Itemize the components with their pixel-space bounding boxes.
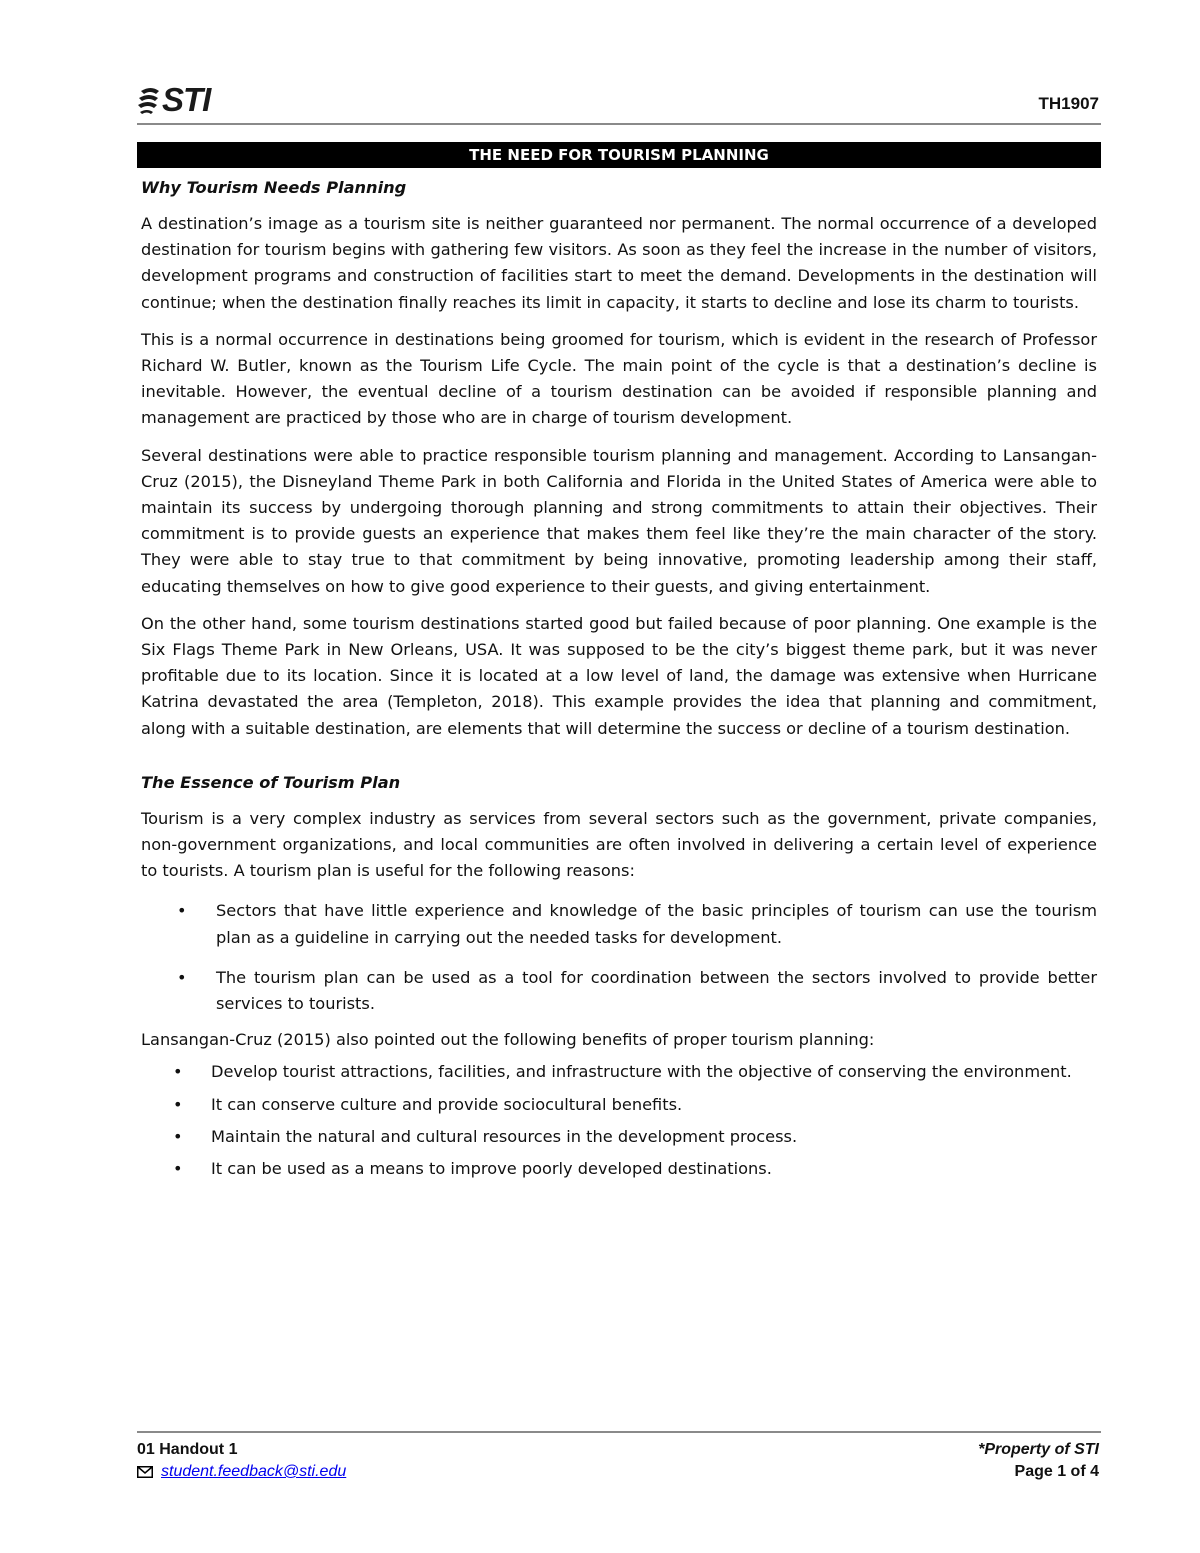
benefits-list — [141, 1059, 1097, 1182]
list-item — [141, 1156, 1097, 1182]
bullet-icon: • — [173, 1094, 183, 1114]
list-item-text: Develop tourist attractions, facilities, and infrastructure with the objective of conserving the environment. — [211, 1062, 1072, 1082]
paragraph: A destination’s image as a tourism site is neither guaranteed nor permanent. The normal occurrence of a developed destination for tourism begins with gathering few visitors. As soon as they feel the increase in the number of visitors, development programs and construction of facilities start to meet the demand. Developments in the destination will continue; when the destination finally reaches its limit in capacity, it starts to decline and lose its charm to tourists. — [141, 214, 1097, 312]
logo-text: STI — [162, 81, 211, 118]
section-heading-essence: The Essence of Tourism Plan — [141, 772, 401, 792]
property-notice: *Property of STI — [978, 1441, 1099, 1458]
list-item-text: The tourism plan can be used as a tool for coordination between the sectors involved to provide better services to tourists. — [216, 967, 1097, 1014]
paragraph: Several destinations were able to practice responsible tourism planning and management. According to Lansangan-Cruz (2015), the Disneyland Theme Park in both California and Florida in the United States of America were able to maintain its success by undergoing thorough planning and strong commitments to attain their objectives. Their commitment is to provide guests an experience that makes them feel like they’re the main character of the story. They were able to stay true to that commitment by being innovative, promoting leadership among their staff, educating themselves on how to give good experience to their guests, and giving entertainment. — [141, 445, 1097, 596]
list-item-text: It can be used as a means to improve poorly developed destinations. — [211, 1159, 772, 1179]
bullet-icon: • — [173, 1062, 183, 1082]
sti-logo — [137, 81, 211, 118]
list-item-text: Sectors that have little experience and knowledge of the basic principles of tourism can use the tourism plan as a guideline in carrying out the needed tasks for development. — [216, 901, 1097, 947]
reasons-list — [141, 898, 1097, 1017]
paragraph: This is a normal occurrence in destinations being groomed for tourism, which is evident in the research of Professor Richard W. Butler, known as the Tourism Life Cycle. The main point of the cycle is that a destination’s decline is inevitable. However, the eventual decline of a tourism destination can be avoided if responsible planning and management are practiced by those who are in charge of tourism development. — [141, 329, 1097, 428]
page-title: THE NEED FOR TOURISM PLANNING — [137, 142, 1101, 168]
list-item — [141, 1092, 1097, 1118]
paragraph: Tourism is a very complex industry as services from several sectors such as the government, private companies, non-government organizations, and local communities are often involved in delivering a certain level of experience to tourists. A tourism plan is useful for the following reasons: — [141, 808, 1097, 881]
feedback-contact — [137, 1463, 346, 1481]
list-item — [141, 898, 1097, 950]
footer-divider — [137, 1431, 1101, 1433]
header-divider — [137, 123, 1101, 125]
bullet-icon: • — [173, 1159, 183, 1179]
bullet-icon: • — [177, 967, 187, 987]
list-item — [141, 965, 1097, 1017]
sti-logo-swirl-icon — [137, 85, 161, 115]
feedback-email-link[interactable]: student.feedback@sti.edu — [161, 1463, 347, 1480]
bullet-icon: • — [173, 1126, 183, 1146]
document-body — [141, 175, 1097, 1188]
section-heading-why-planning: Why Tourism Needs Planning — [141, 178, 407, 197]
handout-label: 01 Handout 1 — [137, 1441, 238, 1458]
list-item — [141, 1124, 1097, 1150]
list-item — [141, 1059, 1097, 1085]
list-item-text: It can conserve culture and provide sociocultural benefits. — [211, 1094, 683, 1114]
document-code: TH1907 — [1038, 94, 1099, 113]
bullet-icon: • — [177, 901, 187, 921]
page-number: Page 1 of 4 — [1014, 1463, 1099, 1480]
paragraph: Lansangan-Cruz (2015) also pointed out the following benefits of proper tourism planning: — [141, 1030, 875, 1050]
paragraph: On the other hand, some tourism destinations started good but failed because of poor planning. One example is the Six Flags Theme Park in New Orleans, USA. It was supposed to be the city’s biggest theme park, but it was never profitable due to its location. Since it is located at a low level of land, the damage was extensive when Hurricane Katrina devastated the area (Templeton, 2018). This example provides the idea that planning and commitment, along with a suitable destination, are elements that will determine the success or decline of a tourism destination. — [141, 613, 1097, 738]
list-item-text: Maintain the natural and cultural resources in the development process. — [211, 1126, 798, 1146]
envelope-icon — [137, 1466, 153, 1478]
